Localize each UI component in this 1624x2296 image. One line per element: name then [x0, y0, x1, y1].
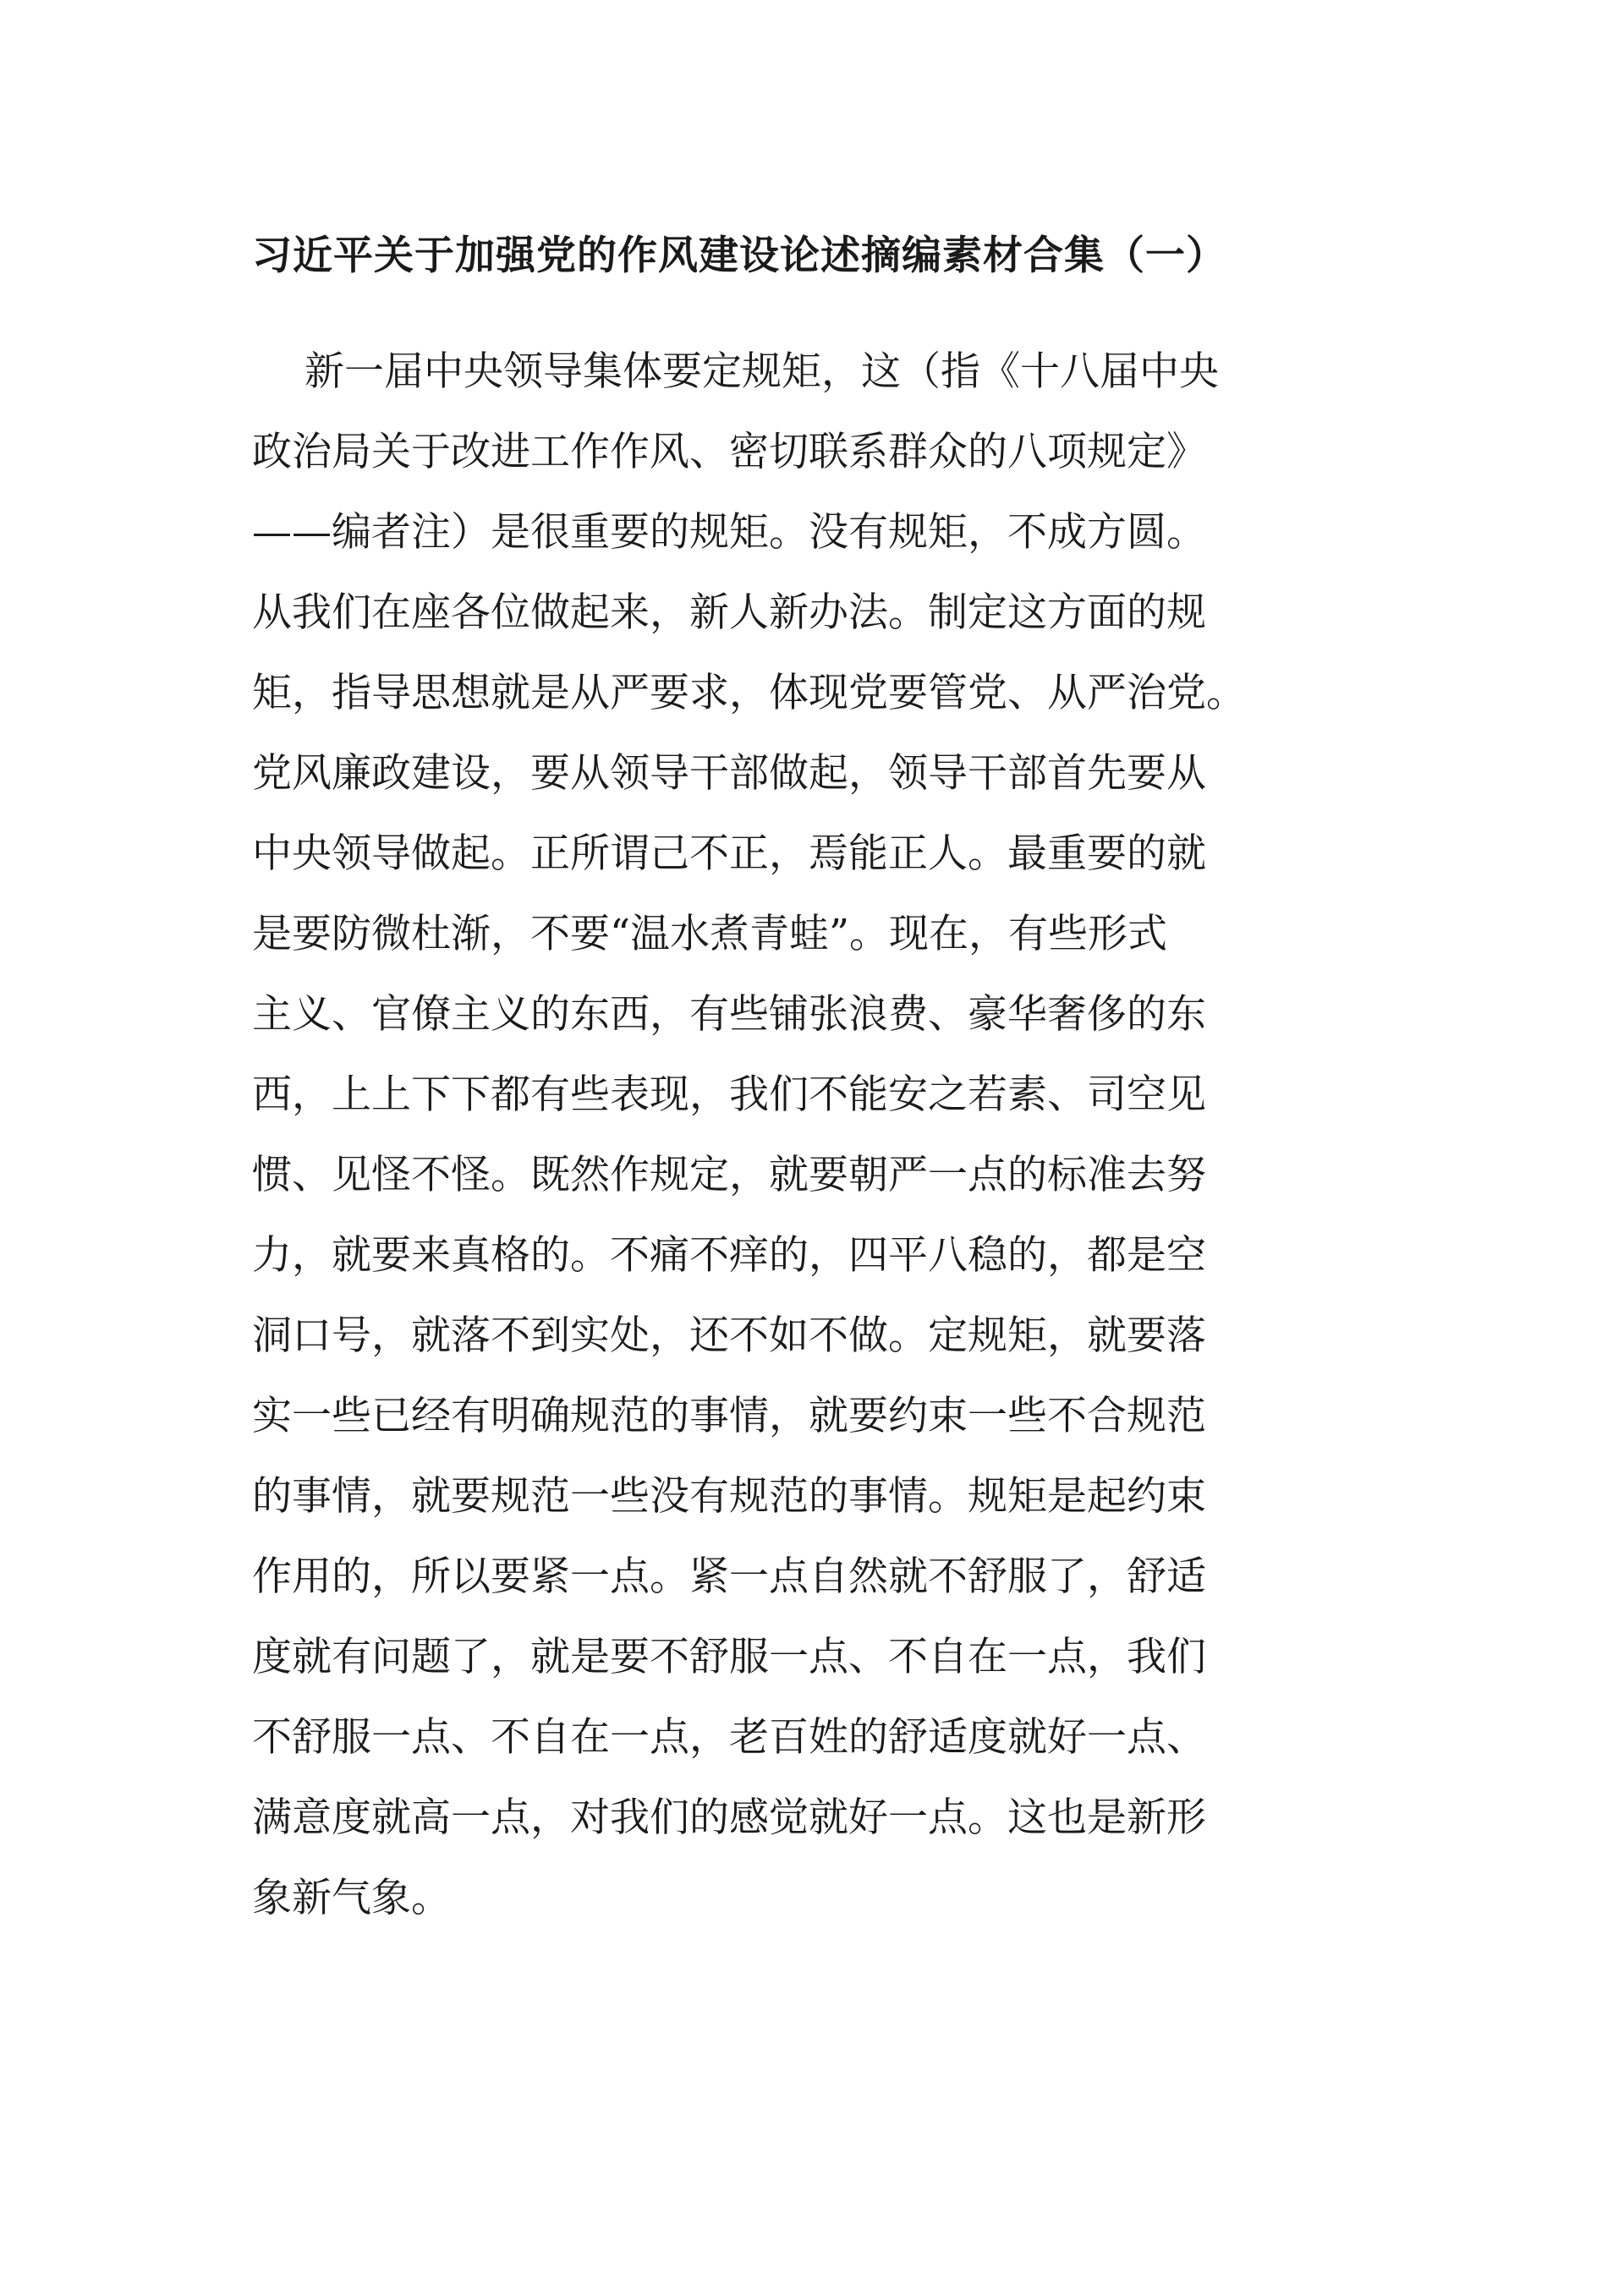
paragraph-line: ——编者注）是很重要的规矩。没有规矩，不成方圆。 [252, 509, 1206, 556]
paragraph-line: 矩，指导思想就是从严要求，体现党要管党、从严治党。 [252, 670, 1246, 716]
paragraph-line: 从我们在座各位做起来，新人新办法。制定这方面的规 [252, 589, 1206, 636]
paragraph-line: 洞口号，就落不到实处，还不如不做。定规矩，就要落 [252, 1312, 1206, 1359]
paragraph-line: 象新气象。 [252, 1875, 451, 1921]
paragraph-line: 是要防微杜渐，不要“温水煮青蛙”。现在，有些形式 [252, 911, 1168, 957]
paragraph-line: 新一届中央领导集体要定规矩，这（指《十八届中央 [304, 348, 1219, 395]
paragraph-line: 作用的，所以要紧一点。紧一点自然就不舒服了，舒适 [252, 1553, 1206, 1600]
document-title: 习近平关于加强党的作风建设论述摘编素材合集（一） [252, 233, 1226, 279]
paragraph-line: 度就有问题了，就是要不舒服一点、不自在一点，我们 [252, 1634, 1206, 1680]
paragraph-line: 中央领导做起。正所谓己不正，焉能正人。最重要的就 [252, 830, 1206, 877]
paragraph-line: 满意度就高一点，对我们的感觉就好一点。这也是新形 [252, 1795, 1206, 1841]
paragraph-line: 惯、见怪不怪。既然作规定，就要朝严一点的标准去努 [252, 1152, 1206, 1198]
paragraph-line: 党风廉政建设，要从领导干部做起，领导干部首先要从 [252, 750, 1206, 797]
paragraph-line: 政治局关于改进工作作风、密切联系群众的八项规定》 [252, 429, 1206, 475]
paragraph-line: 的事情，就要规范一些没有规范的事情。规矩是起约束 [252, 1473, 1206, 1520]
paragraph-line: 不舒服一点、不自在一点，老百姓的舒适度就好一点、 [252, 1714, 1206, 1761]
paragraph-line: 西，上上下下都有些表现，我们不能安之若素、司空见 [252, 1071, 1206, 1118]
paragraph-line: 主义、官僚主义的东西，有些铺张浪费、豪华奢侈的东 [252, 991, 1206, 1038]
paragraph-line: 实一些已经有明确规范的事情，就要约束一些不合规范 [252, 1393, 1206, 1439]
paragraph-line: 力，就要来真格的。不痛不痒的，四平八稳的，都是空 [252, 1232, 1206, 1279]
